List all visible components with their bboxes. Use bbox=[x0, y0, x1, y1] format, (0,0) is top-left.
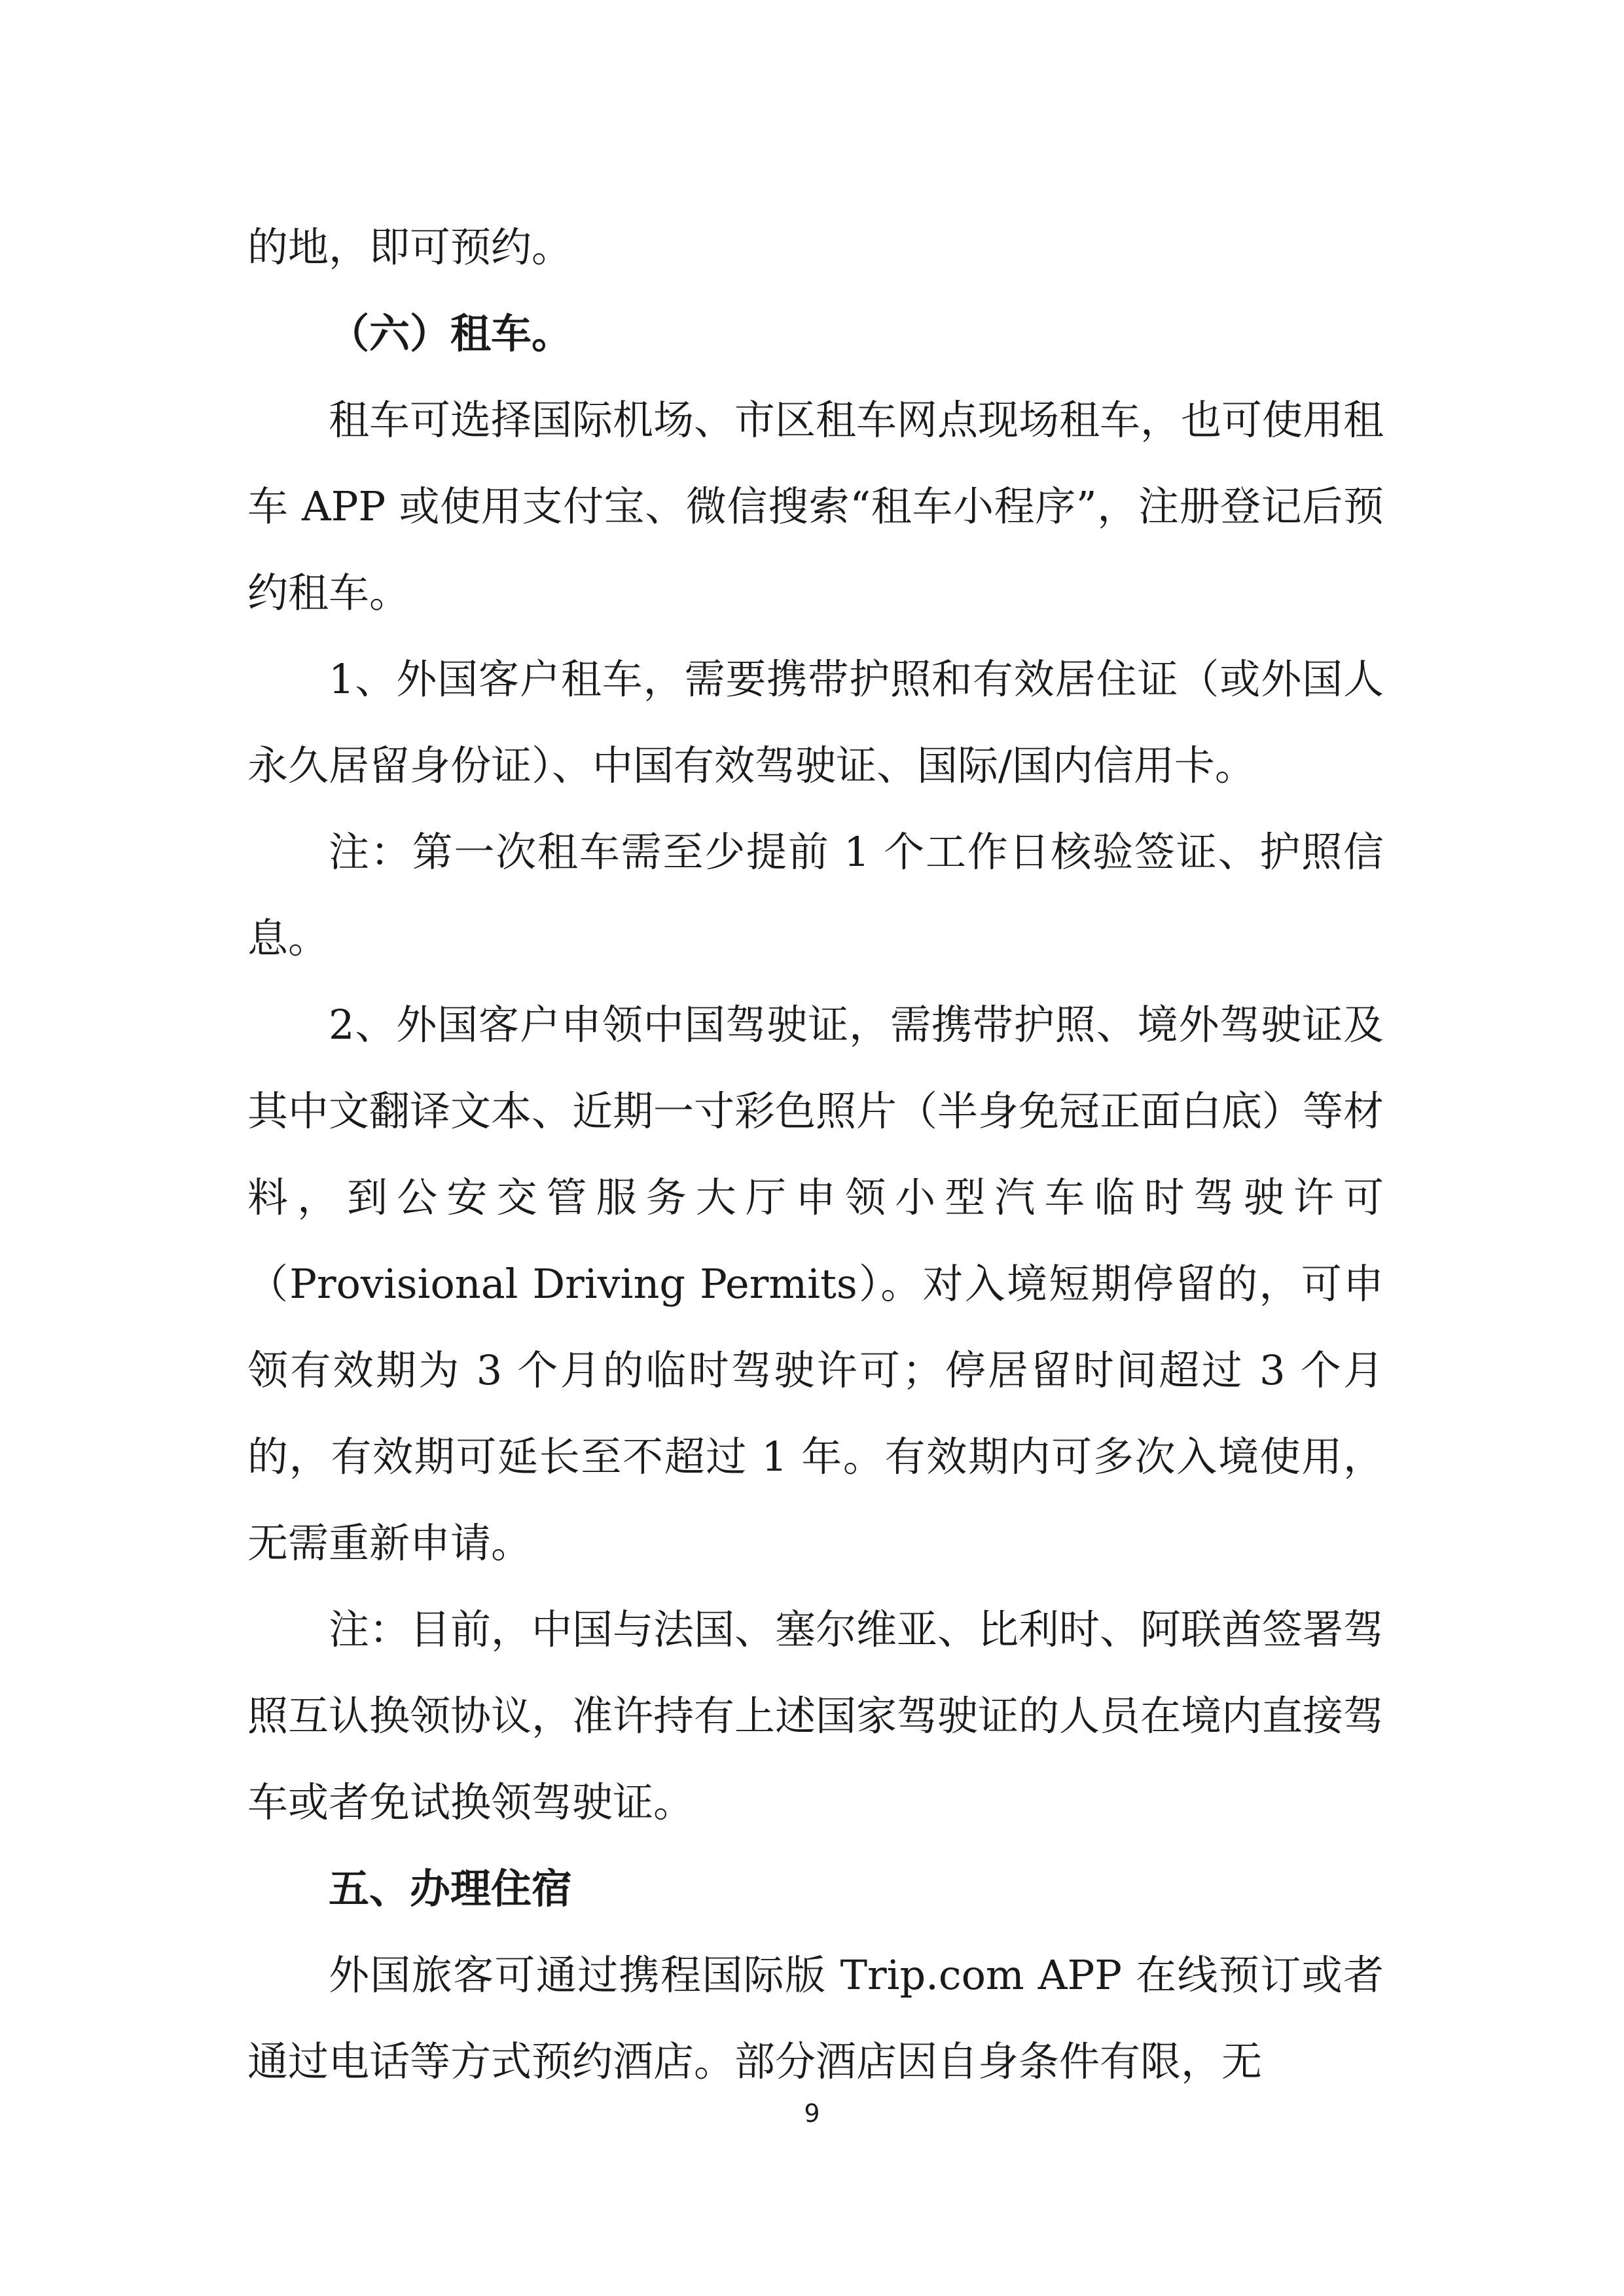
paragraph-continuation: 的地，即可预约。 bbox=[247, 223, 573, 271]
section-heading-car-rental: （六）租车。 bbox=[329, 310, 573, 357]
paragraph-rental-options: 租车可选择国际机场、市区租车网点现场租车，也可使用租车 APP 或使用支付宝、微信搜索“租车小程序”，注册登记后预约租车。 bbox=[247, 396, 1384, 617]
section-heading-accommodation: 五、办理住宿 bbox=[329, 1865, 573, 1912]
paragraph-rental-requirements: 1、外国客户租车，需要携带护照和有效居住证（或外国人永久居留身份证）、中国有效驾驶证、国际/国内信用卡。 bbox=[247, 655, 1384, 789]
paragraph-rental-note: 注：第一次租车需至少提前 1 个工作日核验签证、护照信息。 bbox=[247, 828, 1384, 962]
page-body bbox=[247, 204, 1384, 2105]
paragraph-driving-permit: 2、外国客户申领中国驾驶证，需携带护照、境外驾驶证及其中文翻译文本、近期一寸彩色照片（半身免冠正面白底）等材料，到公安交管服务大厅申领小型汽车临时驾驶许可（Provisional Driving Permits）。对入境短期停留的，可申领有效期为 3 个月的临时驾驶许可；停居留时间超过 3 个月的，有效期可延长至不超过 1 年。有效期内可多次入境使用，无需重新申请。 bbox=[247, 1001, 1384, 1567]
paragraph-accommodation: 外国旅客可通过携程国际版 Trip.com APP 在线预订或者通过电话等方式预约酒店。部分酒店因自身条件有限，无 bbox=[247, 1951, 1384, 2085]
paragraph-license-note: 注：目前，中国与法国、塞尔维亚、比利时、阿联酋签署驾照互认换领协议，准许持有上述国家驾驶证的人员在境内直接驾车或者免试换领驾驶证。 bbox=[247, 1605, 1384, 1826]
page-number: 9 bbox=[804, 2099, 820, 2128]
